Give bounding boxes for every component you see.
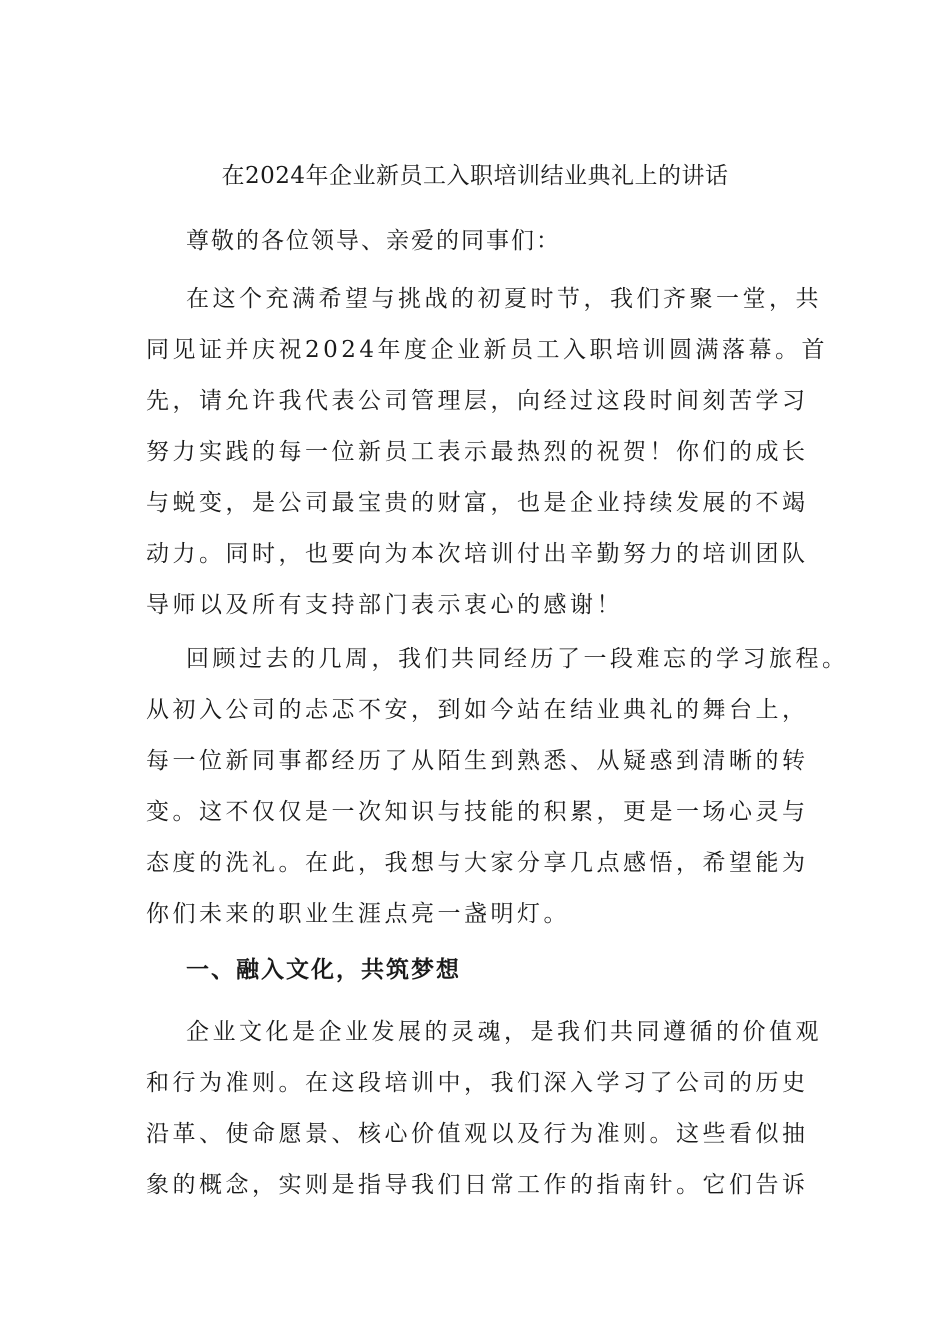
paragraph-line: 从初入公司的忐忑不安，到如今站在结业典礼的舞台上， [146,697,809,723]
paragraph-line: 态度的洗礼。在此，我想与大家分享几点感悟，希望能为 [146,850,809,876]
document-title: 在2024年企业新员工入职培训结业典礼上的讲话 [221,163,729,189]
paragraph-line: 在这个充满希望与挑战的初夏时节，我们齐聚一堂，共 [186,286,822,312]
paragraph-line: 和行为准则。在这段培训中，我们深入学习了公司的历史 [146,1070,809,1096]
paragraph-line: 沿革、使命愿景、核心价值观以及行为准则。这些看似抽 [146,1121,809,1147]
paragraph-3 [146,1007,826,1211]
paragraph-2 [146,634,849,940]
paragraph-line: 回顾过去的几周，我们共同经历了一段难忘的学习旅程。 [186,646,849,672]
paragraph-1 [146,274,829,631]
paragraph-line: 企业文化是企业发展的灵魂，是我们共同遵循的价值观 [186,1019,822,1045]
section-heading-1: 一、融入文化，共筑梦想 [186,956,461,983]
paragraph-line: 象的概念，实则是指导我们日常工作的指南针。它们告诉 [146,1172,809,1198]
paragraph-line: 先，请允许我代表公司管理层，向经过这段时间刻苦学习 [146,388,809,414]
paragraph-line: 动力。同时，也要向为本次培训付出辛勤努力的培训团队 [146,541,809,567]
paragraph-line: 变。这不仅仅是一次知识与技能的积累，更是一场心灵与 [146,799,809,825]
paragraph-line: 与蜕变，是公司最宝贵的财富，也是企业持续发展的不竭 [146,490,809,516]
paragraph-line: 努力实践的每一位新员工表示最热烈的祝贺！你们的成长 [146,439,809,465]
paragraph-line: 同见证并庆祝2024年度企业新员工入职培训圆满落幕。首 [146,337,829,363]
paragraph-line: 每一位新同事都经历了从陌生到熟悉、从疑惑到清晰的转 [146,748,809,774]
salutation: 尊敬的各位领导、亲爱的同事们： [186,228,561,254]
paragraph-line: 你们未来的职业生涯点亮一盏明灯。 [146,901,570,927]
paragraph-line: 导师以及所有支持部门表示衷心的感谢！ [146,592,623,618]
